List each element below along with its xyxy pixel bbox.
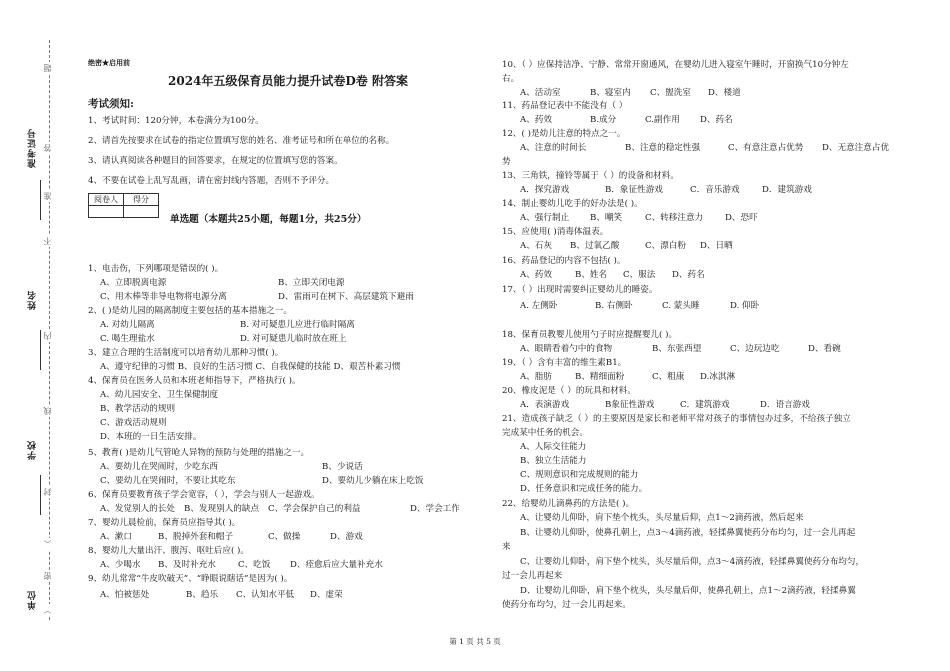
option: C、盥洗室 xyxy=(650,88,691,98)
option: A、漱口 xyxy=(100,532,132,542)
seal-mark: 内 xyxy=(43,332,52,340)
option: B．象征性游戏 xyxy=(605,185,663,195)
option: B、东张西望 xyxy=(652,344,702,354)
question: 2、( )是幼儿园的隔离制度主要包括的基本措施之一。 xyxy=(88,306,292,316)
name-blank xyxy=(40,330,41,370)
option: A、发觉别人的长处 xyxy=(100,504,175,514)
option: C、边玩边吃 xyxy=(730,344,780,354)
seal-mark: 题 xyxy=(43,64,52,72)
option: A、眼睛看着勺中的食物 xyxy=(520,344,613,354)
notice-item: 4、不要在试卷上乱写乱画，请在密封线内答题，否则不予评分。 xyxy=(88,176,335,186)
option: B、过氧乙酸 xyxy=(570,241,620,251)
question: 10、（ ）应保持洁净、宁静、常常开窗通风，在婴幼儿进入寝室午睡时，开窗换气10分钟左 xyxy=(502,60,849,70)
option: C. 蒙头睡 xyxy=(662,301,700,311)
option: A、怕被惩处 xyxy=(100,590,150,600)
question: 6、保育员要教育孩子学会宽容，（ ），学会与别人一起游戏。 xyxy=(88,490,320,500)
option: D. 对可疑患儿临时放在班上 xyxy=(240,334,347,344)
option: C、要幼儿在哭闹时，不要让其吃东 xyxy=(100,476,236,486)
seal-mark: ） xyxy=(43,606,52,614)
question: 20、橡皮泥是（ ）的玩具和材料。 xyxy=(502,386,636,396)
option: 使药分布均匀，过一会儿再起来。 xyxy=(502,600,631,610)
question: 12、( )是幼儿注意的特点之一。 xyxy=(502,129,626,139)
option: D.冰淇淋 xyxy=(700,372,736,382)
option: B、姓名 xyxy=(575,270,608,280)
option: D. 仰卧 xyxy=(730,301,760,311)
exam-number-blank xyxy=(40,180,41,220)
question: 15、应使用( )消毒体温表。 xyxy=(502,227,609,237)
option: A、立即脱离电源 xyxy=(100,278,167,288)
seal-mark: 准 xyxy=(43,192,52,200)
option: D、日晒 xyxy=(700,241,733,251)
option: A、强行制止 xyxy=(520,213,570,223)
option: D、要幼儿少躺在床上吃饭 xyxy=(322,476,424,486)
school-blank xyxy=(40,475,41,515)
question: 8、婴幼儿大量出汗、腹泻、呕吐后应( )。 xyxy=(88,546,249,556)
question: 1、电击伤，下列哪项是错误的( )。 xyxy=(88,264,224,274)
option: A、遵守纪律的习惯 B、良好的生活习惯 C、自我保健的技能 D、艰苦朴素习惯 xyxy=(100,362,401,372)
option: C、转移注意力 xyxy=(645,213,704,223)
reviewer-cell xyxy=(89,206,124,218)
option: C、做操 xyxy=(268,532,301,542)
question: 13、三角铁，撞铃等属于（ ）的设备和材料。 xyxy=(502,171,679,181)
option: D、游戏 xyxy=(330,532,363,542)
option: B象征性游戏 xyxy=(605,400,655,410)
option: C、游戏活动规则 xyxy=(100,418,167,428)
option: C、认知水平低 xyxy=(236,590,295,600)
option: 过一会儿再起来 xyxy=(502,571,563,581)
option: D、药名 xyxy=(672,270,705,280)
option: D、学会工作 xyxy=(410,504,460,514)
binding-label-school: 学校 xyxy=(28,440,38,460)
option: C、让婴幼儿仰卧，肩下垫个枕头，头尽量后仰，点3～4滴药液，轻揉鼻翼使药分布均匀， xyxy=(520,557,865,567)
score-header: 得分 xyxy=(124,194,159,206)
option: 来 xyxy=(502,542,511,552)
section-heading: 单选题（本题共25小题，每题1分，共25分） xyxy=(170,214,367,225)
seal-mark: 不 xyxy=(43,237,52,245)
binding-label-unit: 单位 xyxy=(28,590,38,610)
option: C、有意注意占优势 xyxy=(728,143,804,153)
option: B、独立生活能力 xyxy=(520,456,587,466)
option: D、让婴幼儿仰卧，肩下垫个枕头，头尽量后仰，使鼻孔朝上，点1～2滴药液，轻揉鼻翼 xyxy=(520,586,856,596)
option: D、看碗 xyxy=(808,344,841,354)
option: A. 对幼儿隔离 xyxy=(100,320,155,330)
option: B、少说话 xyxy=(322,462,363,472)
option: B. 对可疑患儿应进行临时隔离 xyxy=(240,320,355,330)
option: A．表演游戏 xyxy=(520,400,570,410)
question: 3、建立合理的生活制度可以培育幼儿那种习惯( )。 xyxy=(88,348,284,358)
seal-mark: 密 xyxy=(43,572,52,580)
option: A、石灰 xyxy=(520,241,552,251)
question: 9、幼儿常常“牛皮吹破天”、“睁眼说瞎话”是因为( )。 xyxy=(88,574,293,584)
page-footer: 第 1 页 共 5 页 xyxy=(449,637,501,646)
notice-item: 2、请首先按要求在试卷的指定位置填写您的姓名、准考证号和所在单位的名称。 xyxy=(88,136,395,146)
secret-label: 绝密★启用前 xyxy=(88,58,130,67)
option: A．探究游戏 xyxy=(520,185,570,195)
notice-item: 1、考试时间：120分钟，本卷满分为100分。 xyxy=(88,116,264,126)
option: B、让婴幼儿仰卧，使鼻孔朝上，点3～4滴药液，轻揉鼻翼使药分布均匀，过一会儿再起 xyxy=(520,528,856,538)
option: A、人际交往能力 xyxy=(520,442,587,452)
question: 16、药品登记的内容不包括( )。 xyxy=(502,256,626,266)
option: C、规则意识和完成规则的能力 xyxy=(520,470,639,480)
option: C、粗康 xyxy=(652,372,685,382)
question: 18、保育员教婴儿使用勺子时应提醒婴儿( )。 xyxy=(502,330,678,340)
question-continuation: 右。 xyxy=(502,74,520,84)
option: B、立即关闭电源 xyxy=(278,278,345,288)
seal-mark: （ xyxy=(43,540,52,548)
option: D、无意注意占优 xyxy=(822,143,890,153)
option: D、药名 xyxy=(700,115,733,125)
option: A、少喝水 xyxy=(100,560,141,570)
question-continuation: 完成某中任务的机会。 xyxy=(502,428,588,438)
option: A. 左侧卧 xyxy=(520,301,558,311)
option: D、恐吓 xyxy=(725,213,758,223)
option: A、药效 xyxy=(520,115,552,125)
reviewer-header: 阅卷人 xyxy=(89,194,124,206)
question: 5、教育( )是幼儿气管呛人异物的预防与处理的措施之一。 xyxy=(88,448,310,458)
option: B、精细面粉 xyxy=(575,372,625,382)
question-continuation: 势 xyxy=(502,157,511,167)
option: C、用木棒等非导电物将电源分离 xyxy=(100,292,227,302)
seal-mark: 线 xyxy=(43,407,52,415)
question: 14、制止婴幼儿吃手的好办法是( )。 xyxy=(502,199,643,209)
option: B、脱掉外套和帽子 xyxy=(158,532,234,542)
question: 7、婴幼儿晨检前，保育员应指导其( )。 xyxy=(88,518,241,528)
binding-label-name: 姓名 xyxy=(28,290,38,310)
notice-heading: 考试须知: xyxy=(88,98,134,110)
question: 21、造成孩子缺乏（ ）的主要原因是家长和老师平常对孩子的事情包办过多，不给孩子独立 xyxy=(502,414,851,424)
option: B、注意的稳定性强 xyxy=(625,143,701,153)
option: B. 右侧卧 xyxy=(595,301,633,311)
option: D、任务意识和完成任务的能力。 xyxy=(520,484,648,494)
option: C.副作用 xyxy=(645,115,680,125)
option: C、漂白粉 xyxy=(645,241,686,251)
notice-item: 3、请认真阅读各种题目的回答要求，在规定的位置填写您的答案。 xyxy=(88,156,343,166)
seal-mark: 答 xyxy=(43,144,52,152)
seal-mark: 封 xyxy=(43,488,52,496)
option: C、吃饭 xyxy=(238,560,271,570)
option: B、教学活动的规则 xyxy=(100,404,176,414)
option: A、注意的时间长 xyxy=(520,143,587,153)
score-table xyxy=(88,193,159,218)
option: A、幼儿园安全、卫生保健制度 xyxy=(100,390,218,400)
option: B、嘲笑 xyxy=(590,213,623,223)
binding-label-exam-number: 准考证号 xyxy=(28,128,38,168)
score-cell xyxy=(124,206,159,218)
option: C．建筑游戏 xyxy=(680,400,730,410)
option: C. 喝生理盐水 xyxy=(100,334,155,344)
exam-title: 2024年五级保育员能力提升试卷D卷 附答案 xyxy=(168,74,408,88)
option: D、雷雨可在树下、高层建筑下避雨 xyxy=(278,292,414,302)
option: C、学会保护自己的利益 xyxy=(268,504,361,514)
question: 4、保育员在医务人员和本班老师指导下，严格执行( )。 xyxy=(88,376,301,386)
option: B、及时补充水 xyxy=(158,560,216,570)
option: D、虚荣 xyxy=(310,590,343,600)
option: D．语言游戏 xyxy=(760,400,810,410)
option: A、脂肪 xyxy=(520,372,552,382)
option: B、趋乐 xyxy=(186,590,219,600)
option: B.成分 xyxy=(590,115,617,125)
question: 22、给婴幼儿滴鼻药的方法是( )。 xyxy=(502,499,635,509)
question: 11、药品登记表中不能没有（ ） xyxy=(502,101,628,111)
option: D．建筑游戏 xyxy=(762,185,812,195)
option: A、要幼儿在哭闹时，少吃东西 xyxy=(100,462,218,472)
option: B、寝室内 xyxy=(590,88,631,98)
binding-margin xyxy=(0,0,60,671)
option: A、药效 xyxy=(520,270,552,280)
option: A、活动室 xyxy=(520,88,561,98)
option: C、服法 xyxy=(623,270,656,280)
option: B、发现别人的缺点 xyxy=(184,504,260,514)
option: C．音乐游戏 xyxy=(690,185,740,195)
option: A、让婴幼儿仰卧，肩下垫个枕头，头尽量后仰，点1～2滴药液，然后起来 xyxy=(520,513,804,523)
option: D、本班的一日生活安排。 xyxy=(100,432,202,442)
option: D、楼道 xyxy=(708,88,741,98)
option: D、痊愈后应大量补充水 xyxy=(290,560,383,570)
question: 19、（ ）含有丰富的维生素B1。 xyxy=(502,358,627,368)
question: 17、（ ）出现时需要纠正婴幼儿的睡姿。 xyxy=(502,285,658,295)
